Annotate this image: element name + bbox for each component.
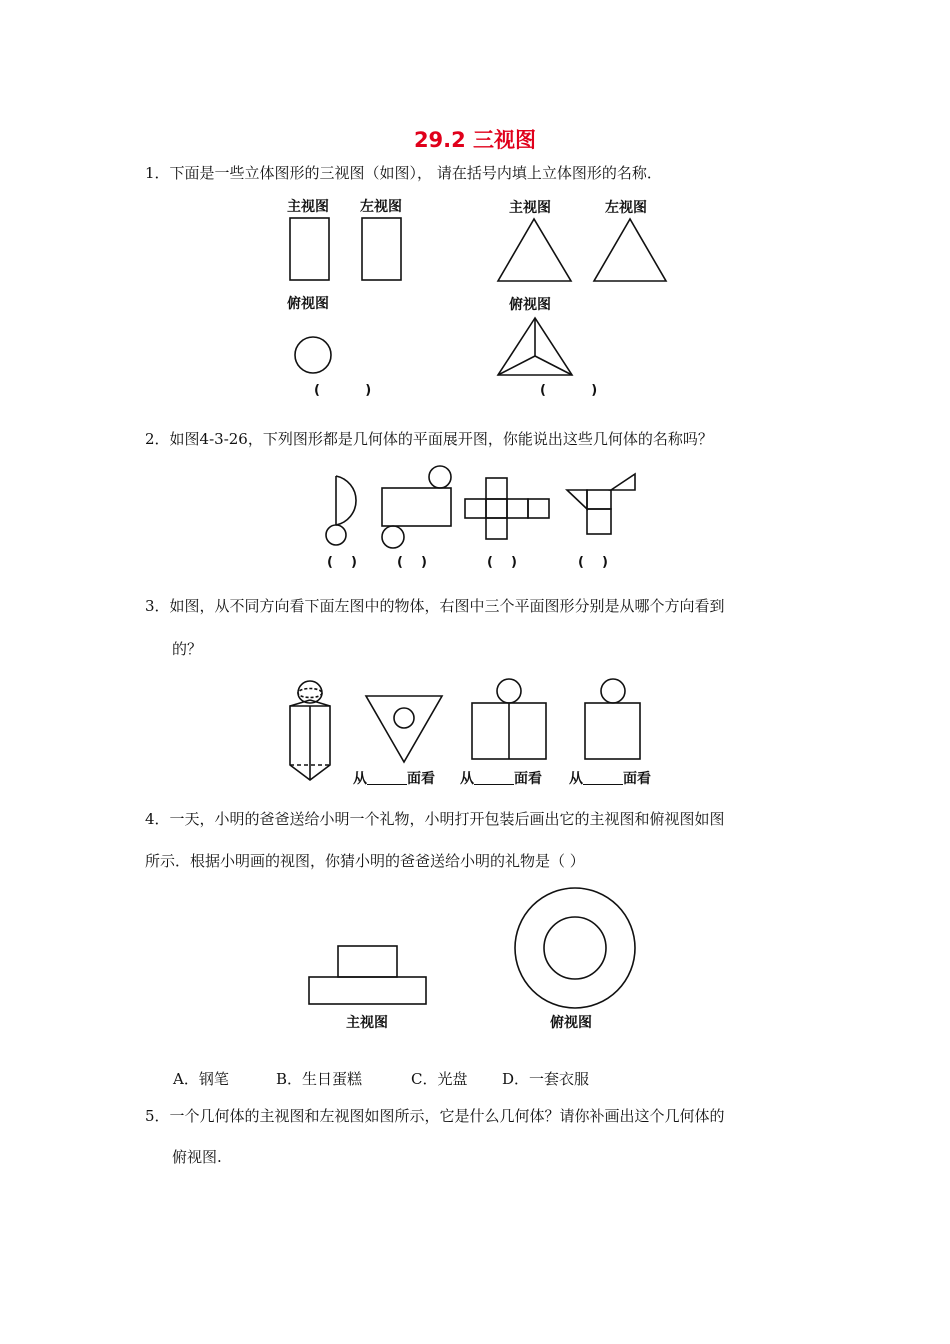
question-4-line-2: 所示．根据小明画的视图，你猜小明的爸爸送给小明的礼物是（ ） (145, 852, 585, 870)
q4-choice-a[interactable]: A．钢笔 (173, 1070, 229, 1088)
q3-blank-3[interactable] (583, 770, 623, 785)
q1-cylinder-views (290, 218, 401, 373)
q4-choice-b[interactable]: B．生日蛋糕 (276, 1070, 363, 1088)
question-5-line-1: 5．一个几何体的主视图和左视图如图所示，它是什么几何体？请你补画出这个几何体的 (145, 1107, 725, 1125)
q1-answer-paren-b[interactable]: ( ) (540, 383, 598, 398)
q2-answer-paren-2[interactable]: ( ) (397, 555, 427, 570)
q1-left-rectangle (362, 218, 401, 280)
q1-top-label-b: 俯视图 (509, 297, 551, 313)
q1-front-rectangle (290, 218, 329, 280)
q4-choice-c[interactable]: C．光盘 (411, 1070, 468, 1088)
q3-object-drawing (290, 681, 330, 780)
q4-top-label: 俯视图 (550, 1015, 592, 1031)
q2-prism-net (567, 474, 635, 534)
q1-front-triangle (498, 219, 571, 281)
q3-view-triangle (366, 696, 442, 762)
q3-answer-2: 从 面看 (460, 771, 542, 787)
q2-answer-paren-1[interactable]: ( ) (327, 555, 357, 570)
q1-pyramid-views (498, 219, 666, 375)
q1-left-label-b: 左视图 (605, 200, 647, 216)
q1-answer-paren-a[interactable]: ( ) (314, 383, 372, 398)
q3-blank-1[interactable] (367, 770, 407, 785)
q3-view-split-rect (472, 679, 546, 759)
q3-view-rect (585, 679, 640, 759)
q2-answer-paren-4[interactable]: ( ) (578, 555, 608, 570)
question-4-line-1: 4．一天，小明的爸爸送给小明一个礼物，小明打开包装后画出它的主视图和俯视图如图 (145, 810, 725, 828)
q1-top-circle (295, 337, 331, 373)
question-3-line-1: 3．如图，从不同方向看下面左图中的物体，右图中三个平面图形分别是从哪个方向看到 (145, 597, 725, 615)
question-3-line-2: 的？ (172, 640, 203, 658)
question-2-text: 2．如图4-3-26，下列图形都是几何体的平面展开图，你能说出这些几何体的名称吗？ (145, 430, 713, 448)
q4-top-view (515, 888, 635, 1008)
q1-left-label-a: 左视图 (360, 199, 402, 215)
q1-front-label-b: 主视图 (509, 200, 551, 216)
q2-answer-paren-3[interactable]: ( ) (487, 555, 517, 570)
q2-cone-net (326, 476, 356, 545)
page-title: 29.2 三视图 (413, 128, 537, 152)
q4-front-label: 主视图 (346, 1015, 388, 1031)
q3-answer-1: 从 面看 (353, 771, 435, 787)
q3-blank-2[interactable] (474, 770, 514, 785)
q4-front-view (309, 946, 426, 1004)
q1-front-label-a: 主视图 (287, 199, 329, 215)
question-1-text: 1．下面是一些立体图形的三视图（如图）， 请在括号内填上立体图形的名称． (145, 164, 662, 182)
q1-top-label-a: 俯视图 (287, 296, 329, 312)
q2-cylinder-net (382, 466, 451, 548)
q3-answer-3: 从 面看 (569, 771, 651, 787)
q4-choice-d[interactable]: D．一套衣服 (502, 1070, 590, 1088)
q2-cube-net (465, 478, 549, 539)
question-5-line-2: 俯视图. (172, 1148, 222, 1166)
q1-left-triangle (594, 219, 666, 281)
